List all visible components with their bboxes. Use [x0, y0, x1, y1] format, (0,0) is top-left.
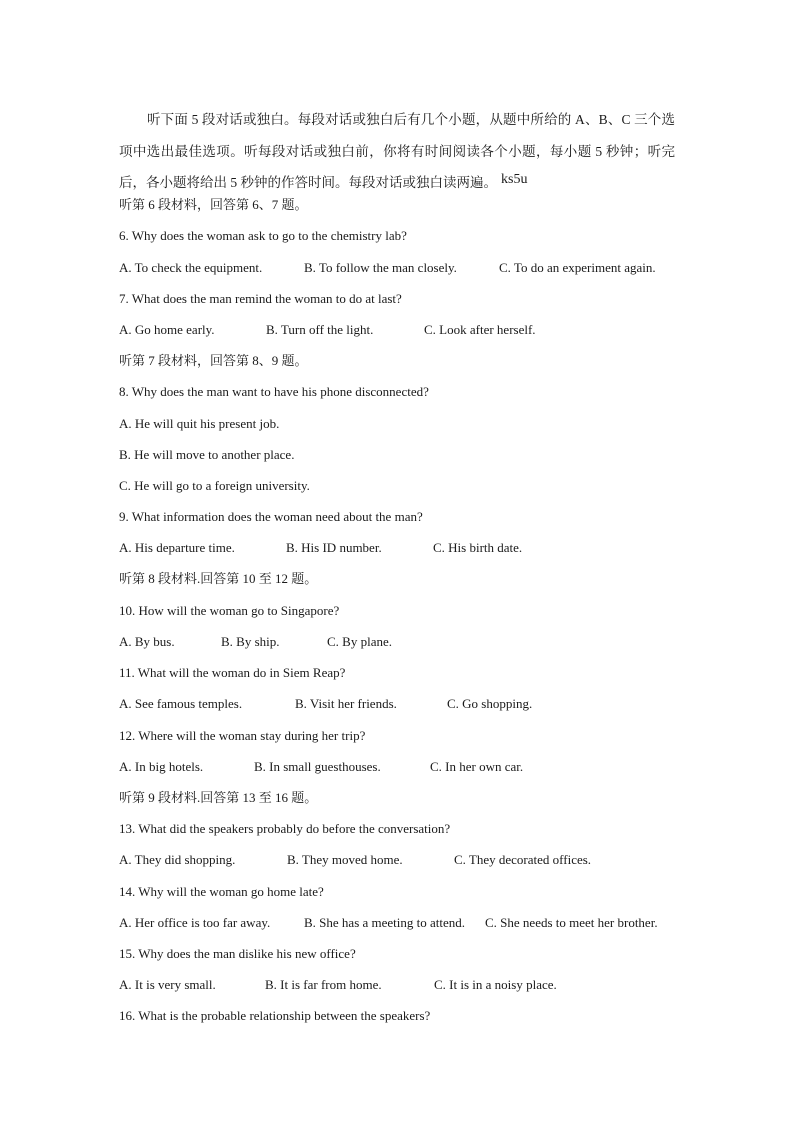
option-c: C. Look after herself. — [424, 322, 536, 337]
option-a: A. In big hotels. — [119, 759, 204, 774]
option-c: C. His birth date. — [433, 540, 523, 555]
question-options — [119, 915, 658, 931]
option-c: C. He will go to a foreign university. — [119, 478, 310, 493]
question-options — [119, 977, 557, 993]
section-heading: 听第 8 段材料.回答第 10 至 12 题。 — [119, 571, 318, 586]
option-a: A. They did shopping. — [119, 852, 236, 867]
option-c: C. In her own car. — [430, 759, 524, 774]
option-b: B. It is far from home. — [265, 977, 382, 992]
question-options — [119, 540, 522, 556]
option-a: A. See famous temples. — [119, 696, 243, 711]
option-c: C. She needs to meet her brother. — [485, 915, 658, 930]
instructions-text: 听下面 5 段对话或独白。每段对话或独白后有几个小题，从题中所给的 A、B、C 三个选项中选出最佳选项。听每段对话或独白前，你将有时间阅读各个小题，每小题 5 秒钟；听完后，各小题将给出 5 秒钟的作答时间。每段对话或独白读两遍。 — [119, 112, 675, 190]
option-c: C. To do an experiment again. — [499, 260, 656, 275]
question-stem: 14. Why will the woman go home late? — [119, 884, 324, 899]
option-c: C. Go shopping. — [447, 696, 533, 711]
option-a: A. By bus. — [119, 634, 175, 649]
option-c: C. They decorated offices. — [454, 852, 592, 867]
question-stem: 7. What does the man remind the woman to do at last? — [119, 291, 402, 306]
question-stem: 8. Why does the man want to have his phone disconnected? — [119, 384, 429, 399]
option-b: B. They moved home. — [287, 852, 403, 867]
section-heading: 听第 6 段材料，回答第 6、7 题。 — [119, 197, 308, 212]
option-b: B. Visit her friends. — [295, 696, 397, 711]
question-stem: 16. What is the probable relationship between the speakers? — [119, 1008, 431, 1023]
question-stem: 13. What did the speakers probably do before the conversation? — [119, 821, 451, 836]
option-b: B. In small guesthouses. — [254, 759, 381, 774]
option-b: B. By ship. — [221, 634, 280, 649]
option-b: B. She has a meeting to attend. — [304, 915, 466, 930]
option-b: B. His ID number. — [286, 540, 382, 555]
question-stem: 6. Why does the woman ask to go to the chemistry lab? — [119, 228, 407, 243]
question-options — [119, 322, 536, 338]
option-a: A. To check the equipment. — [119, 260, 263, 275]
option-a: A. His departure time. — [119, 540, 235, 555]
option-a: A. Go home early. — [119, 322, 215, 337]
option-c: C. By plane. — [327, 634, 392, 649]
question-options — [119, 759, 523, 775]
option-a: A. Her office is too far away. — [119, 915, 271, 930]
option-a: A. He will quit his present job. — [119, 416, 280, 431]
question-stem: 10. How will the woman go to Singapore? — [119, 603, 340, 618]
question-stem: 12. Where will the woman stay during her trip? — [119, 728, 366, 743]
section-heading: 听第 9 段材料.回答第 13 至 16 题。 — [119, 790, 318, 805]
question-stem: 15. Why does the man dislike his new office? — [119, 946, 356, 961]
question-stem: 9. What information does the woman need about the man? — [119, 509, 423, 524]
question-options — [119, 696, 532, 712]
option-b: B. To follow the man closely. — [304, 260, 457, 275]
question-options — [119, 260, 656, 276]
option-b: B. Turn off the light. — [266, 322, 374, 337]
question-options — [119, 852, 591, 868]
instructions-paragraph — [119, 104, 675, 200]
watermark-text: ks5u — [501, 172, 528, 187]
option-a: A. It is very small. — [119, 977, 216, 992]
question-options — [119, 634, 392, 650]
option-c: C. It is in a noisy place. — [434, 977, 557, 992]
option-b: B. He will move to another place. — [119, 447, 295, 462]
section-heading: 听第 7 段材料，回答第 8、9 题。 — [119, 353, 308, 368]
question-stem: 11. What will the woman do in Siem Reap? — [119, 665, 346, 680]
